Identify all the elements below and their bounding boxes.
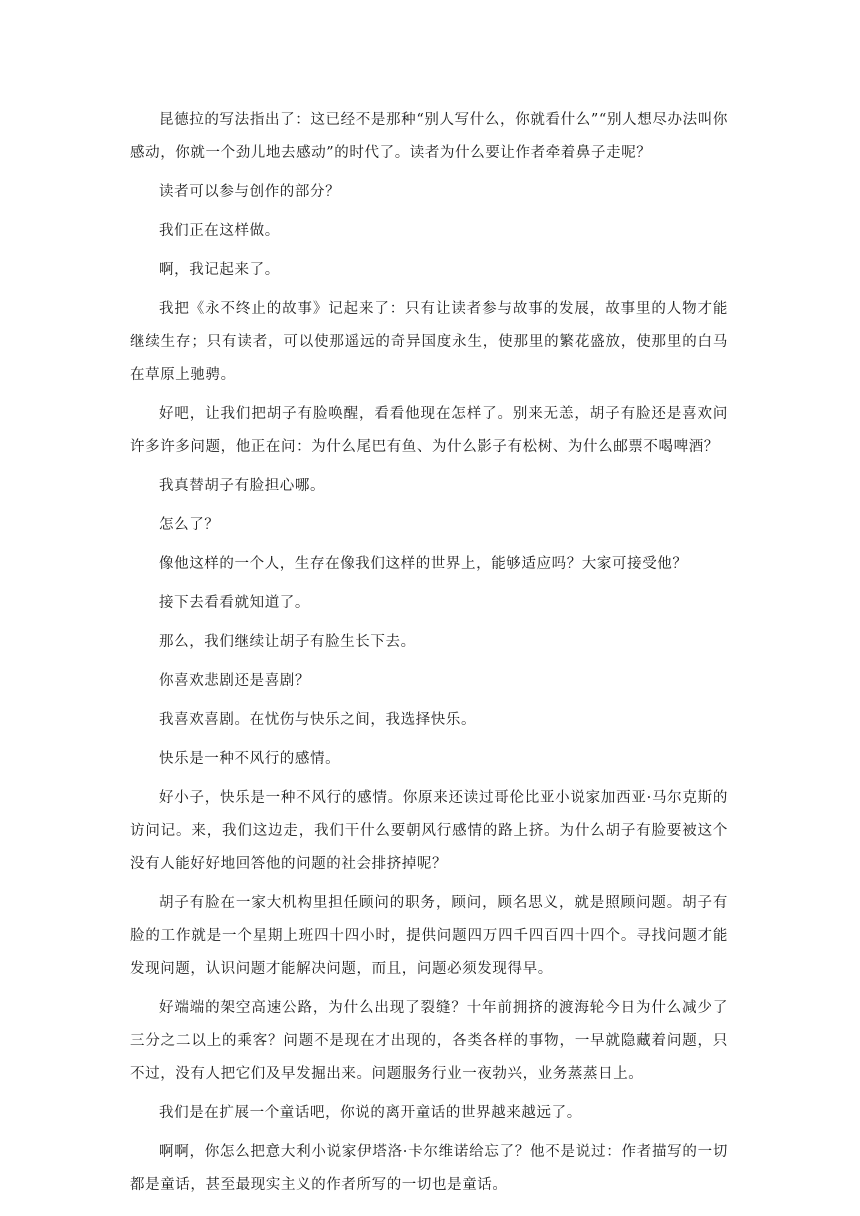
paragraph: 我把《永不终止的故事》记起来了：只有让读者参与故事的发展，故事里的人物才能继续生存；只有读者，可以使那遥远的奇异国度永生，使那里的繁花盛放，使那里的白马在草原上驰骋。: [130, 301, 728, 383]
paragraph: 接下去看看就知道了。: [159, 595, 310, 611]
paragraph: 好端端的架空高速公路，为什么出现了裂缝？十年前拥挤的渡海轮今日为什么减少了三分之二以上的乘客？问题不是现在才出现的，各类各样的事物，一早就隐藏着问题，只不过，没有人把它们及早发掘出来。问题服务行业一夜勃兴，业务蒸蒸日上。: [130, 1000, 728, 1082]
paragraph: 我喜欢喜剧。在忧伤与快乐之间，我选择快乐。: [159, 712, 477, 728]
paragraph: 好小子，快乐是一种不风行的感情。你原来还读过哥伦比亚小说家加西亚·马尔克斯的访问记。来，我们这边走，我们干什么要朝风行感情的路上挤。为什么胡子有脸要被这个没有人能好好地回答他的问题的社会排挤掉呢？: [130, 790, 728, 872]
paragraph: 胡子有脸在一家大机构里担任顾问的职务，顾问，顾名思义，就是照顾问题。胡子有脸的工作就是一个星期上班四十四小时，提供问题四万四千四百四十四个。寻找问题才能发现问题，认识问题才能解决问题，而且，问题必须发现得早。: [130, 895, 728, 977]
paragraph: 昆德拉的写法指出了：这已经不是那种“别人写什么，你就看什么”“别人想尽办法叫你感动，你就一个劲儿地去感动”的时代了。读者为什么要让作者牵着鼻子走呢？: [130, 112, 728, 161]
paragraph: 那么，我们继续让胡子有脸生长下去。: [159, 634, 416, 650]
paragraph: 啊啊，你怎么把意大利小说家伊塔洛·卡尔维诺给忘了？他不是说过：作者描写的一切都是童话，甚至最现实主义的作者所写的一切也是童话。: [130, 1144, 728, 1193]
paragraph: 读者可以参与创作的部分？: [159, 184, 341, 200]
paragraph: 快乐是一种不风行的感情。: [159, 751, 341, 767]
paragraph: 我们是在扩展一个童话吧，你说的离开童话的世界越来越远了。: [159, 1105, 582, 1121]
paragraph: 我们正在这样做。: [159, 223, 280, 239]
paragraph: 好吧，让我们把胡子有脸唤醒，看看他现在怎样了。别来无恙，胡子有脸还是喜欢问许多许多问题，他正在问：为什么尾巴有鱼、为什么影子有松树、为什么邮票不喝啤酒？: [130, 406, 728, 455]
paragraph: 像他这样的一个人，生存在像我们这样的世界上，能够适应吗？大家可接受他？: [159, 556, 688, 572]
paragraph: 啊，我记起来了。: [159, 262, 280, 278]
paragraph: 我真替胡子有脸担心哪。: [159, 478, 326, 494]
paragraph: 你喜欢悲剧还是喜剧？: [159, 673, 310, 689]
document-body: [130, 104, 728, 1208]
paragraph: 怎么了？: [159, 517, 220, 533]
